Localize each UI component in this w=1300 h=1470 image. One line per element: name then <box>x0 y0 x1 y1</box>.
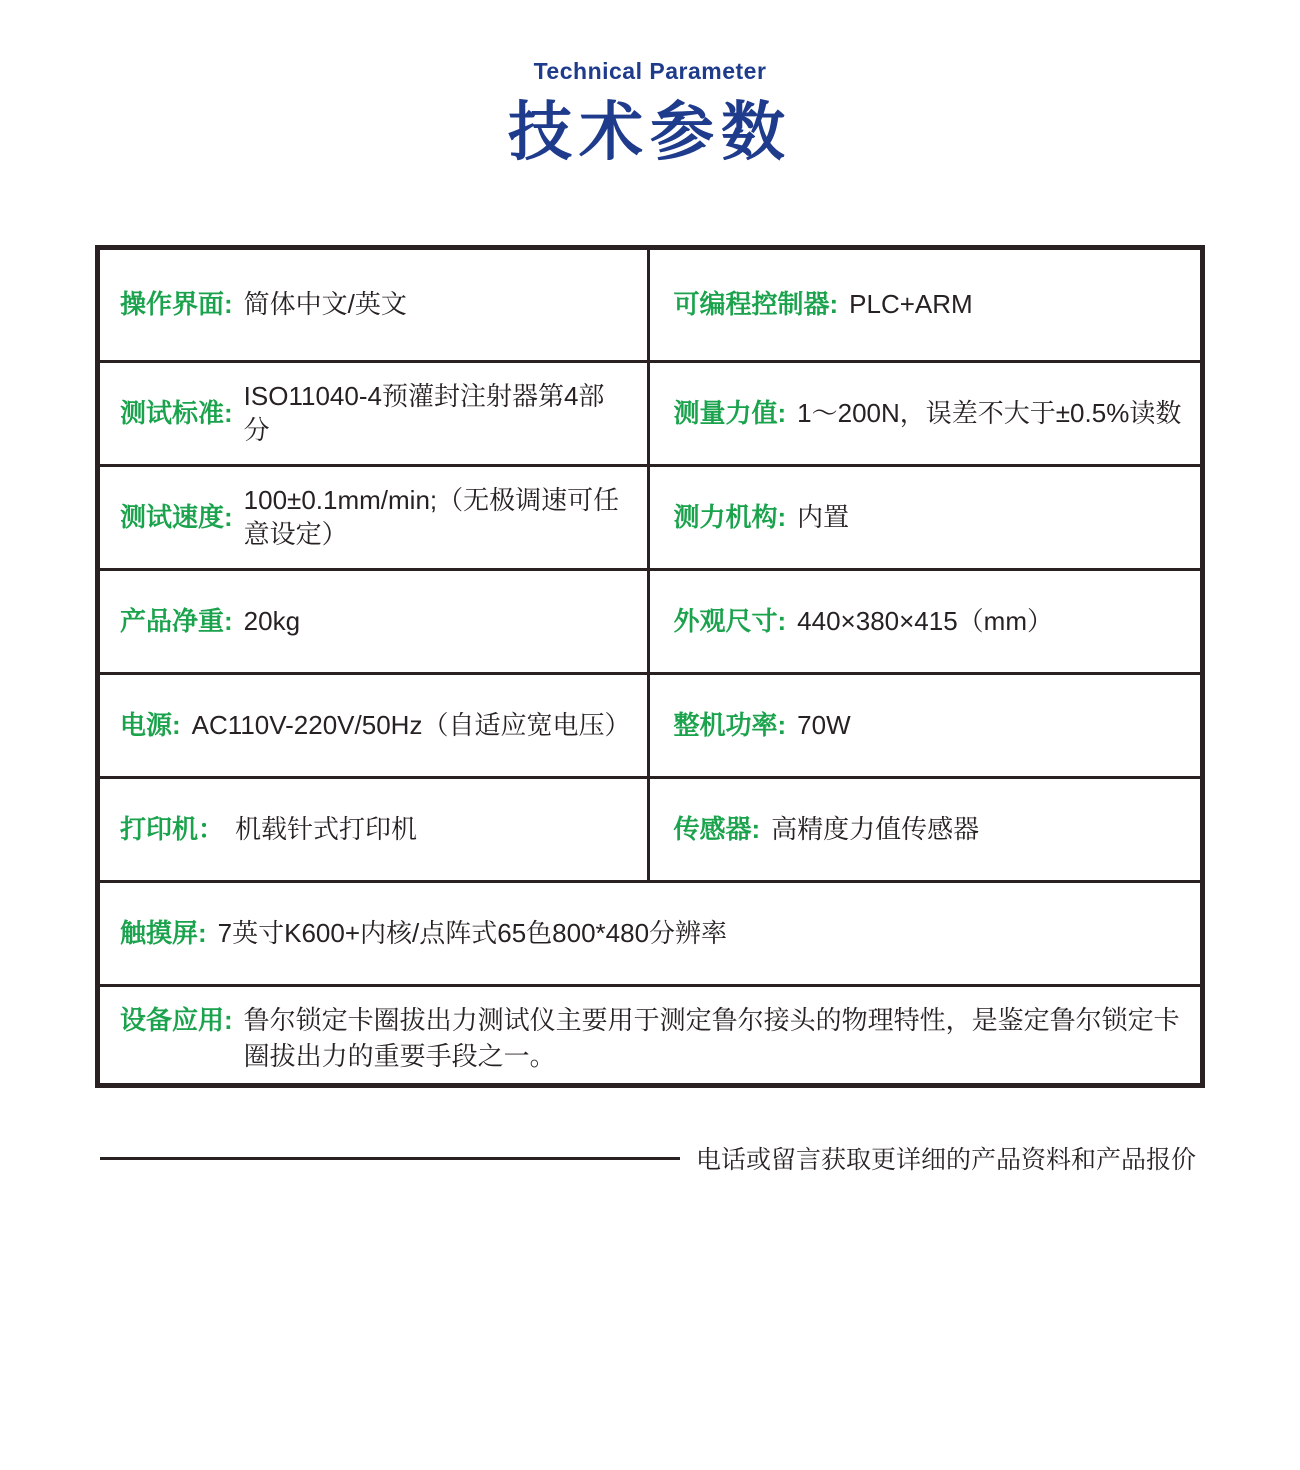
spec-cell-controller <box>647 250 1201 360</box>
divider-line <box>100 1157 680 1160</box>
spec-cell-operation-interface <box>100 250 647 360</box>
spec-label: 打印机： <box>120 813 225 844</box>
spec-cell-force-mechanism <box>647 467 1201 568</box>
table-row <box>100 250 1200 360</box>
page-header <box>0 0 1300 167</box>
spec-label: 测量力值: <box>673 397 787 428</box>
spec-label: 操作界面: <box>120 289 233 320</box>
subtitle-english: Technical Parameter <box>533 58 767 84</box>
footer <box>100 1140 1210 1176</box>
table-row <box>100 464 1200 568</box>
spec-label: 外观尺寸: <box>673 605 787 636</box>
spec-value: 20kg <box>243 605 301 636</box>
spec-cell-printer <box>100 779 647 880</box>
spec-value: 1～200N，误差不大于±0.5%读数 <box>797 397 1182 428</box>
spec-value: 高精度力值传感器 <box>771 813 980 844</box>
spec-label: 触摸屏: <box>120 917 207 948</box>
spec-label: 测试标准: <box>120 397 233 428</box>
spec-value: AC110V-220V/50Hz（自适应宽电压） <box>191 709 631 740</box>
spec-label: 整机功率: <box>673 709 787 740</box>
spec-value: 简体中文/英文 <box>243 289 407 320</box>
spec-value: 机载针式打印机 <box>235 813 418 844</box>
spec-label: 设备应用: <box>120 1005 233 1036</box>
spec-cell-test-speed <box>100 467 647 568</box>
spec-label: 电源: <box>120 709 181 740</box>
spec-label: 产品净重: <box>120 605 233 636</box>
spec-cell-test-standard <box>100 363 647 464</box>
spec-table <box>95 245 1205 1088</box>
spec-value: 100±0.1mm/min;（无极调速可任意设定） <box>243 485 620 549</box>
spec-value: 内置 <box>797 501 850 532</box>
spec-label: 可编程控制器: <box>673 289 839 320</box>
footer-note: 电话或留言获取更详细的产品资料和产品报价 <box>696 1146 1197 1175</box>
table-row <box>100 776 1200 880</box>
table-row <box>100 360 1200 464</box>
spec-cell-application <box>100 987 1200 1083</box>
spec-cell-touchscreen <box>100 883 1200 984</box>
spec-label: 测力机构: <box>673 501 787 532</box>
table-row <box>100 672 1200 776</box>
spec-cell-net-weight <box>100 571 647 672</box>
spec-cell-power-supply <box>100 675 647 776</box>
spec-value: 7英寸K600+内核/点阵式65色800*480分辨率 <box>217 917 728 948</box>
spec-cell-sensor <box>647 779 1201 880</box>
spec-value: 70W <box>797 709 851 740</box>
spec-label: 传感器: <box>673 813 761 844</box>
spec-cell-dimensions <box>647 571 1201 672</box>
table-row <box>100 984 1200 1083</box>
table-row <box>100 568 1200 672</box>
spec-cell-power-rating <box>647 675 1201 776</box>
page-title: 技术参数 <box>508 96 792 168</box>
table-row <box>100 880 1200 984</box>
spec-label: 测试速度: <box>120 501 233 532</box>
spec-value: 440×380×415（mm） <box>797 605 1053 636</box>
spec-value: ISO11040-4预灌封注射器第4部分 <box>243 381 605 445</box>
spec-cell-force-range <box>647 363 1201 464</box>
spec-value: PLC+ARM <box>849 289 973 320</box>
spec-value: 鲁尔锁定卡圈拔出力测试仪主要用于测定鲁尔接头的物理特性，是鉴定鲁尔锁定卡圈拔出力的重要手段之一。 <box>243 1005 1180 1072</box>
